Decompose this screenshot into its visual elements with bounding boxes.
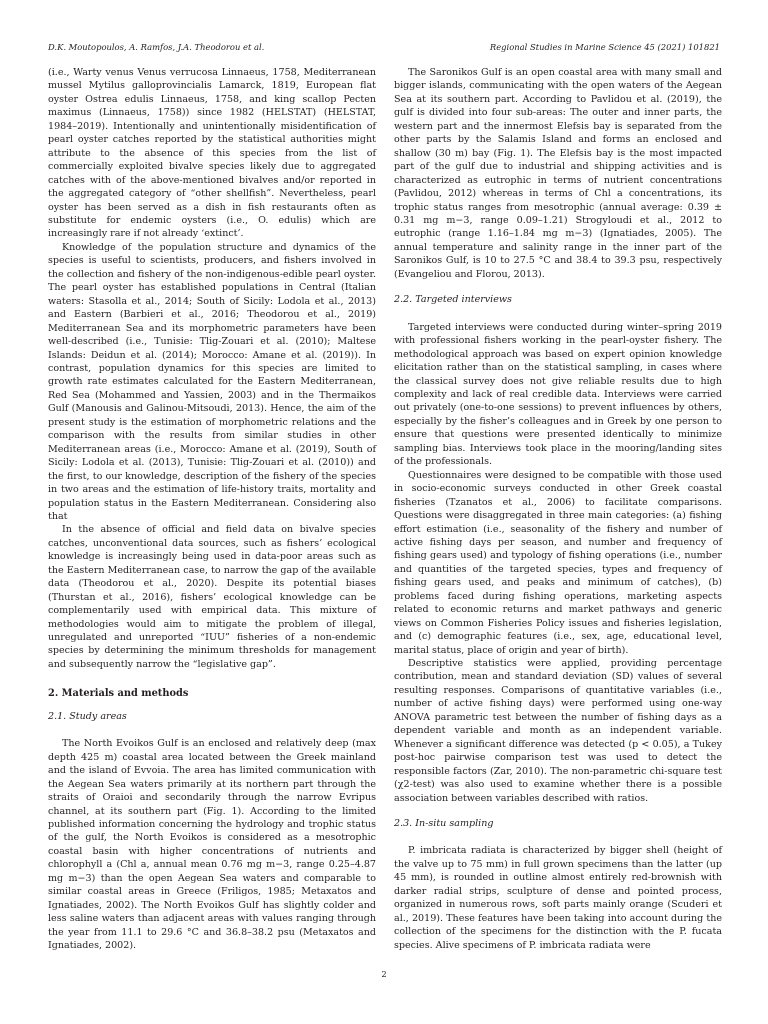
subsection-heading-in-situ-sampling: 2.3. In-situ sampling: [394, 818, 494, 830]
header-journal-citation: Regional Studies in Marine Science 45 (2021) 101821: [489, 42, 720, 52]
subsection-heading-targeted-interviews: 2.2. Targeted interviews: [394, 294, 512, 306]
paragraph-population-knowledge: Knowledge of the population structure and dynamics of the species is useful to scientists, producers, and fishers involved in the collection and fishery of the non-indigenous-edible pearl oyster. The pearl oyster has established populations in Central (Italian waters: Stasolla et al., 2014; South of Sicily: Lodola et al., 2013) and Eastern (Barbieri et al., 2016; Theodorou et al., 2019) Mediterranean Sea and its morphometric parameters have been well-described (i.e., Tunisie: Tlig-Zouari et al. (2010); Maltese Islands: Deidun et al. (2014); Morocco: Amane et al. (2019)). In contrast, population dynamics for this species are limited to growth rate estimates calculated for the Eastern Mediterranean, Red Sea (Mohammed and Yassien, 2003) and in the Thermaikos Gulf (Manousis and Galinou-Mitsoudi, 2013). Hence, the aim of the present study is the estimation of morphometric relations and the comparison with the results from similar studies in other Mediterranean areas (i.e., Morocco: Amane et al. (2019), South of Sicily: Lodola et al. (2013), Tunisie: Tlig-Zouari et al. (2010)) and the first, to our knowledge, description of the fishery of the species in two areas and the estimation of life-history traits, mortality and population status in the Eastern Mediterranean. Considering also that: [48, 241, 376, 522]
header-authors: D.K. Moutopoulos, A. Ramfos, J.A. Theodorou et al.: [48, 42, 265, 52]
paragraph-intro-continued: (i.e., Warty venus Venus verrucosa Linnaeus, 1758, Mediterranean mussel Mytilus galloprovincialis Lamarck, 1819, European flat oyster Ostrea edulis Linnaeus, 1758, and king scallop Pecten maximus (Linnaeus, 1758)) since 1982 (HELSTAT) (HELSTAT, 1984–2019). Intentionally and unintentionally misidentification of pearl oyster catches reported by the statistical authorities might attribute to the absence of this species from the list of commercially exploited bivalve species likely due to aggregated catches with of the above-mentioned bivalves and/or reported in the aggregated category of “other shellfish”. Nevertheless, pearl oyster has been served as a dish in fish restaurants often as substitute for endemic oysters (i.e., O. edulis) which are increasingly rare if not already ‘extinct’.: [48, 67, 376, 240]
subsection-heading-study-areas: 2.1. Study areas: [48, 710, 127, 722]
page-number: 2: [381, 969, 387, 979]
paragraph-saronikos: The Saronikos Gulf is an open coastal area with many small and bigger islands, communicating with the open waters of the Aegean Sea at its southern part. According to Pavlidou et al. (2019), the gulf is divided into four sub-areas: The outer and inner parts, the western part and the innermost Elefsis bay is separated from the other parts by the Salamis Island and forms an enclosed and shallow (30 m) bay (Fig. 1). The Elefsis bay is the most impacted part of the gulf due to industrial and shipping activities and is characterized as eutrophic in terms of nutrient concentrations (Pavlidou, 2012) whereas in terms of Chl a concentrations, its trophic status ranges from mesotrophic (annual average: 0.39 ± 0.31 mg m−3, range 0.09–1.21) Strogyloudi et al., 2012 to eutrophic (range 1.16–1.84 mg m−3) (Ignatiades, 2005). The annual temperature and salinity range in the inner part of the Saronikos Gulf, is 10 to 27.5 °C and 38.4 to 39.3 psu, respectively (Evangeliou and Florou, 2013).: [394, 67, 722, 280]
paragraph-data-sources: In the absence of official and field data on bivalve species catches, unconventional data sources, such as fishers’ ecological knowledge is increasingly being used in data-poor areas such as the Eastern Mediterranean case, to narrow the gap of the available data (Theodorou et al., 2020). Despite its potential biases (Thurstan et al., 2016), fishers’ ecological knowledge can be complementarily used with empirical data. This mixture of methodologies would aim to mitigate the problem of illegal, unregulated and unreported “IUU” fisheries of a non-endemic species by determining the minimum thresholds for management and subsequently narrow the “legislative gap”.: [48, 524, 376, 670]
right-column: [394, 66, 722, 952]
paragraph-statistics: Descriptive statistics were applied, providing percentage contribution, mean and standard deviation (SD) values of several resulting responses. Comparisons of quantitative variables (i.e., number of active fishing days) were performed using one-way ANOVA parametric test between the number of fishing days as a dependent variable and month as an independent variable. Whenever a significant difference was detected (p < 0.05), a Tukey post-hoc pairwise comparison test was used to detect the responsible factors (Zar, 2010). The non-parametric chi-square test (χ2-test) was also used to examine whether there is a possible association between variables described with ratios.: [394, 658, 722, 804]
running-header: [48, 42, 720, 56]
paragraph-questionnaires: Questionnaires were designed to be compatible with those used in socio-economic surveys conducted in other Greek coastal fisheries (Tzanatos et al., 2006) to facilitate comparisons. Questions were disaggregated in three main categories: (a) fishing effort estimation (i.e., seasonality of the fishery and number of active fishing days per season, and number and frequency of fishing gears used) and typology of fishing operations (i.e., number and quantities of the targeted species, types and frequency of fishing gears used, and peaks and minimum of catches), (b) problems faced during fishing operations, marketing aspects related to economic returns and market pathways and generic views on Common Fisheries Policy issues and fisheries legislation, and (c) demographic features (i.e., sex, age, educational level, marital status, place of origin and year of birth).: [394, 469, 722, 656]
paragraph-north-evoikos: The North Evoikos Gulf is an enclosed and relatively deep (max depth 425 m) coastal area located between the Greek mainland and the island of Evvoia. The area has limited communication with the Aegean Sea waters primarily at its northern part through the straits of Oraioi and secondarily through the narrow Evripus channel, at its southern part (Fig. 1). According to the limited published information concerning the hydrology and trophic status of the gulf, the North Evoikos is considered as a mesotrophic coastal basin with higher concentrations of nutrients and chlorophyll a (Chl a, annual mean 0.76 mg m−3, range 0.25–4.87 mg m−3) than the open Aegean Sea waters and comparable to similar coastal areas in Greece (Friligos, 1985; Metaxatos and Ignatiades, 2002). The North Evoikos Gulf has slightly colder and less saline waters than adjacent areas with values ranging through the year from 11.1 to 29.6 °C and 36.8–38.2 psu (Metaxatos and Ignatiades, 2002).: [48, 738, 376, 952]
left-column: [48, 66, 376, 953]
paragraph-in-situ-sampling: P. imbricata radiata is characterized by bigger shell (height of the valve up to 75 mm) in full grown specimens than the latter (up 45 mm), is rounded in outline almost entirely red-brownish with darker radial strips, sculpture of dense and pointed process, organized in numerous rows, soft parts mainly orange (Scuderi et al., 2019). These features have been taking into account during the collection of the specimens for the distinction with the P. fucata species. Alive specimens of P. imbricata radiata were: [394, 845, 722, 951]
paragraph-interviews: Targeted interviews were conducted during winter–spring 2019 with professional fishers working in the pearl-oyster fishery. The methodological approach was based on expert opinion knowledge elicitation rather than on the statistical sampling, in cases where the classical survey does not give reliable results due to high complexity and lack of real credible data. Interviews were carried out privately (one-to-one sessions) to prevent influences by others, especially by the fisher’s colleagues and in Greek by one person to ensure that questions were presented identically to minimize sampling bias. Interviews took place in the mooring/landing sites of the professionals.: [394, 321, 722, 468]
section-heading-materials-methods: 2. Materials and methods: [48, 688, 189, 700]
